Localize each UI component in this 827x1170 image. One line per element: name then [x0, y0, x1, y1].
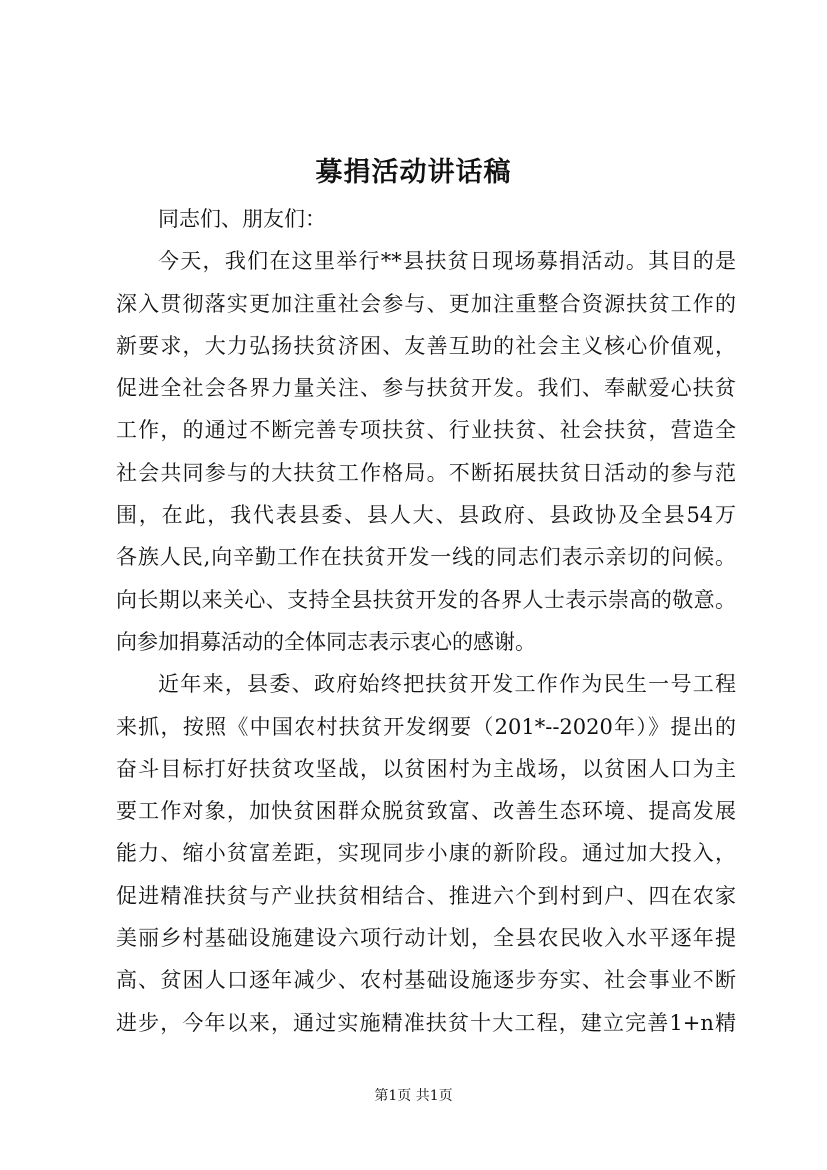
text-line: 促进全社会各界力量关注、参与扶贫开发。我们、奉献爱心扶贫: [116, 376, 736, 401]
text-line: 向长期以来关心、支持全县扶贫开发的各界人士表示崇高的敬意。: [116, 587, 736, 612]
text-line: 进步，今年以来，通过实施精准扶贫十大工程，建立完善1+n精: [116, 1010, 736, 1035]
text-line: 同志们、朋友们：: [158, 207, 326, 231]
text-line: 促进精准扶贫与产业扶贫相结合、推进六个到村到户、四在农家: [116, 883, 736, 908]
document-title: 募捐活动讲话稿: [315, 157, 512, 188]
text-line: 工作，的通过不断完善专项扶贫、行业扶贫、社会扶贫，营造全: [116, 418, 736, 443]
text-line: 各族人民,向辛勤工作在扶贫开发一线的同志们表示亲切的问候。: [116, 545, 736, 570]
text-line: 要工作对象，加快贫困群众脱贫致富、改善生态环境、提高发展: [116, 799, 736, 824]
text-line: 奋斗目标打好扶贫攻坚战，以贫困村为主战场，以贫困人口为主: [116, 756, 736, 781]
text-line: 高、贫困人口逐年减少、农村基础设施逐步夯实、社会事业不断: [116, 968, 736, 993]
text-line: 今天，我们在这里举行**县扶贫日现场募捐活动。其目的是: [158, 249, 736, 274]
text-line: 近年来，县委、政府始终把扶贫开发工作作为民生一号工程: [158, 672, 736, 697]
text-line: 深入贯彻落实更加注重社会参与、更加注重整合资源扶贫工作的: [116, 291, 736, 316]
text-line: 新要求，大力弘扬扶贫济困、友善互助的社会主义核心价值观，: [116, 333, 736, 358]
text-line: 美丽乡村基础设施建设六项行动计划，全县农民收入水平逐年提: [116, 926, 736, 951]
text-line: 能力、缩小贫富差距，实现同步小康的新阶段。通过加大投入，: [116, 841, 736, 866]
text-line: 来抓，按照《中国农村扶贫开发纲要（201*--2020年）》提出的: [116, 714, 736, 739]
page-footer: 第1页 共1页: [374, 1088, 453, 1104]
text-line: 社会共同参与的大扶贫工作格局。不断拓展扶贫日活动的参与范: [116, 460, 736, 485]
text-line: 向参加捐募活动的全体同志表示衷心的感谢。: [116, 629, 536, 654]
document-body: [116, 198, 736, 1044]
text-line: 围，在此，我代表县委、县人大、县政府、县政协及全县54万: [116, 503, 736, 528]
